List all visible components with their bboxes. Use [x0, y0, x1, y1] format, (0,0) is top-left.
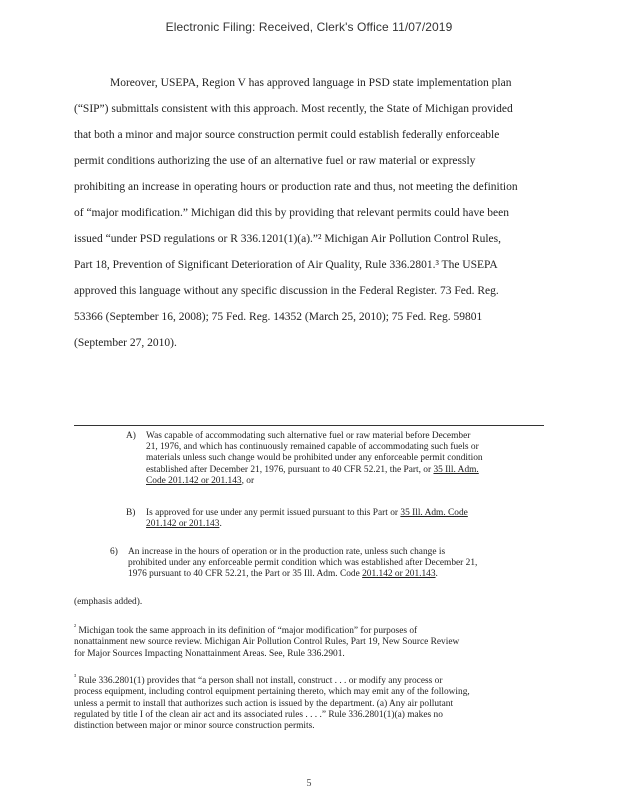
footnote-line: nonattainment new source review. Michigan Air Pollution Control Rules, Part 19, New Source Review	[74, 637, 460, 648]
quote-line	[146, 519, 468, 530]
quote-line	[128, 569, 477, 580]
footnote-mark: ³	[74, 673, 77, 681]
quote-fragment: 1976 pursuant to 40 CFR 52.21, the Part or 35 Ill. Adm. Code	[128, 569, 363, 580]
quote-line: Was capable of accommodating such alternative fuel or raw material before December	[146, 431, 471, 441]
footnote-separator	[74, 425, 544, 426]
quote-fragment: .	[219, 519, 222, 530]
footnote-3	[74, 672, 470, 732]
regulation-link[interactable]: 35 Ill. Adm.	[433, 464, 479, 475]
quote-fragment: Is approved for use under any permit issued pursuant to this Part or	[146, 508, 401, 518]
regulation-link[interactable]: Code 201.142 or 201.143	[146, 475, 242, 486]
footnote-line	[74, 622, 459, 637]
body-line: Part 18, Prevention of Significant Deterioration of Air Quality, Rule 336.2801.³ The USEPA	[74, 259, 498, 271]
body-line: 53366 (September 16, 2008); 75 Fed. Reg. 14352 (March 25, 2010); 75 Fed. Reg. 59801	[74, 311, 483, 323]
regulation-link[interactable]: 35 Ill. Adm. Code	[400, 508, 468, 518]
footnote-line	[74, 672, 470, 687]
body-line: approved this language without any specific discussion in the Federal Register. 73 Fed. Reg.	[74, 285, 499, 297]
quote-fragment: , or	[241, 475, 255, 486]
body-line: (“SIP”) submittals consistent with this approach. Most recently, the State of Michigan provided	[74, 103, 513, 115]
footnote-line: process equipment, including control equipment pertaining thereto, which may emit any of the following,	[74, 687, 470, 698]
quote-line: An increase in the hours of operation or in the production rate, unless such change is	[128, 547, 446, 557]
body-line: that both a minor and major source construction permit could establish federally enforceable	[74, 129, 500, 141]
body-line: issued “under PSD regulations or R 336.1201(1)(a).”² Michigan Air Pollution Control Rules,	[74, 233, 501, 245]
page-number: 5	[306, 778, 312, 789]
quote-6-label: 6)	[110, 547, 118, 557]
quote-fragment: established after December 21, 1976, pursuant to 40 CFR 52.21, the Part, or	[146, 464, 434, 475]
filing-stamp-header: Electronic Filing: Received, Clerk's Office 11/07/2019	[165, 20, 453, 34]
quote-b-text	[146, 508, 468, 530]
body-line: prohibiting an increase in operating hours or production rate and thus, not meeting the definition	[74, 181, 518, 193]
footnote-fragment: Michigan took the same approach in its definition of “major modification” for purposes of	[76, 626, 418, 637]
footnote-fragment: Rule 336.2801(1) provides that “a person shall not install, construct . . . or modify any process or	[76, 676, 443, 687]
quote-6-text	[128, 547, 477, 581]
quote-fragment: .	[435, 569, 438, 580]
body-line: (September 27, 2010).	[74, 337, 177, 349]
regulation-link[interactable]: 201.142 or 201.143	[362, 569, 436, 580]
emphasis-note: (emphasis added).	[74, 597, 143, 607]
footnote-line: regulated by title I of the clean air act and its associated rules . . . .” Rule 336.2801(1)(a) makes no	[74, 709, 443, 720]
footnote-line: for Major Sources Impacting Nonattainment Areas. See, Rule 336.2901.	[74, 648, 345, 659]
body-line: Moreover, USEPA, Region V has approved language in PSD state implementation plan	[110, 77, 512, 89]
footnote-line: distinction between major or minor source construction permits.	[74, 720, 315, 731]
quote-line: 21, 1976, and which has continuously remained capable of accommodating such fuels or	[146, 442, 479, 453]
regulation-link[interactable]: 201.142 or 201.143	[146, 519, 220, 530]
body-line: permit conditions authorizing the use of an alternative fuel or raw material or expressly	[74, 155, 476, 167]
quote-a-label: A)	[126, 431, 136, 441]
footnote-2	[74, 622, 459, 660]
footnote-line: unless a permit to install that authorizes such action is issued by the department. (a) Any air pollutant	[74, 698, 454, 709]
quote-line: materials unless such change would be prohibited under any enforceable permit condition	[146, 453, 483, 464]
quote-b-label: B)	[126, 508, 136, 518]
quote-line: prohibited under any enforceable permit condition which was established after December 21,	[128, 558, 478, 569]
body-line: of “major modification.” Michigan did this by providing that relevant permits could have been	[74, 207, 509, 219]
quote-line	[146, 476, 483, 487]
quote-line	[146, 508, 468, 519]
quote-line	[146, 465, 483, 476]
footnote-mark: ²	[74, 623, 77, 631]
quote-a-text	[146, 431, 483, 487]
